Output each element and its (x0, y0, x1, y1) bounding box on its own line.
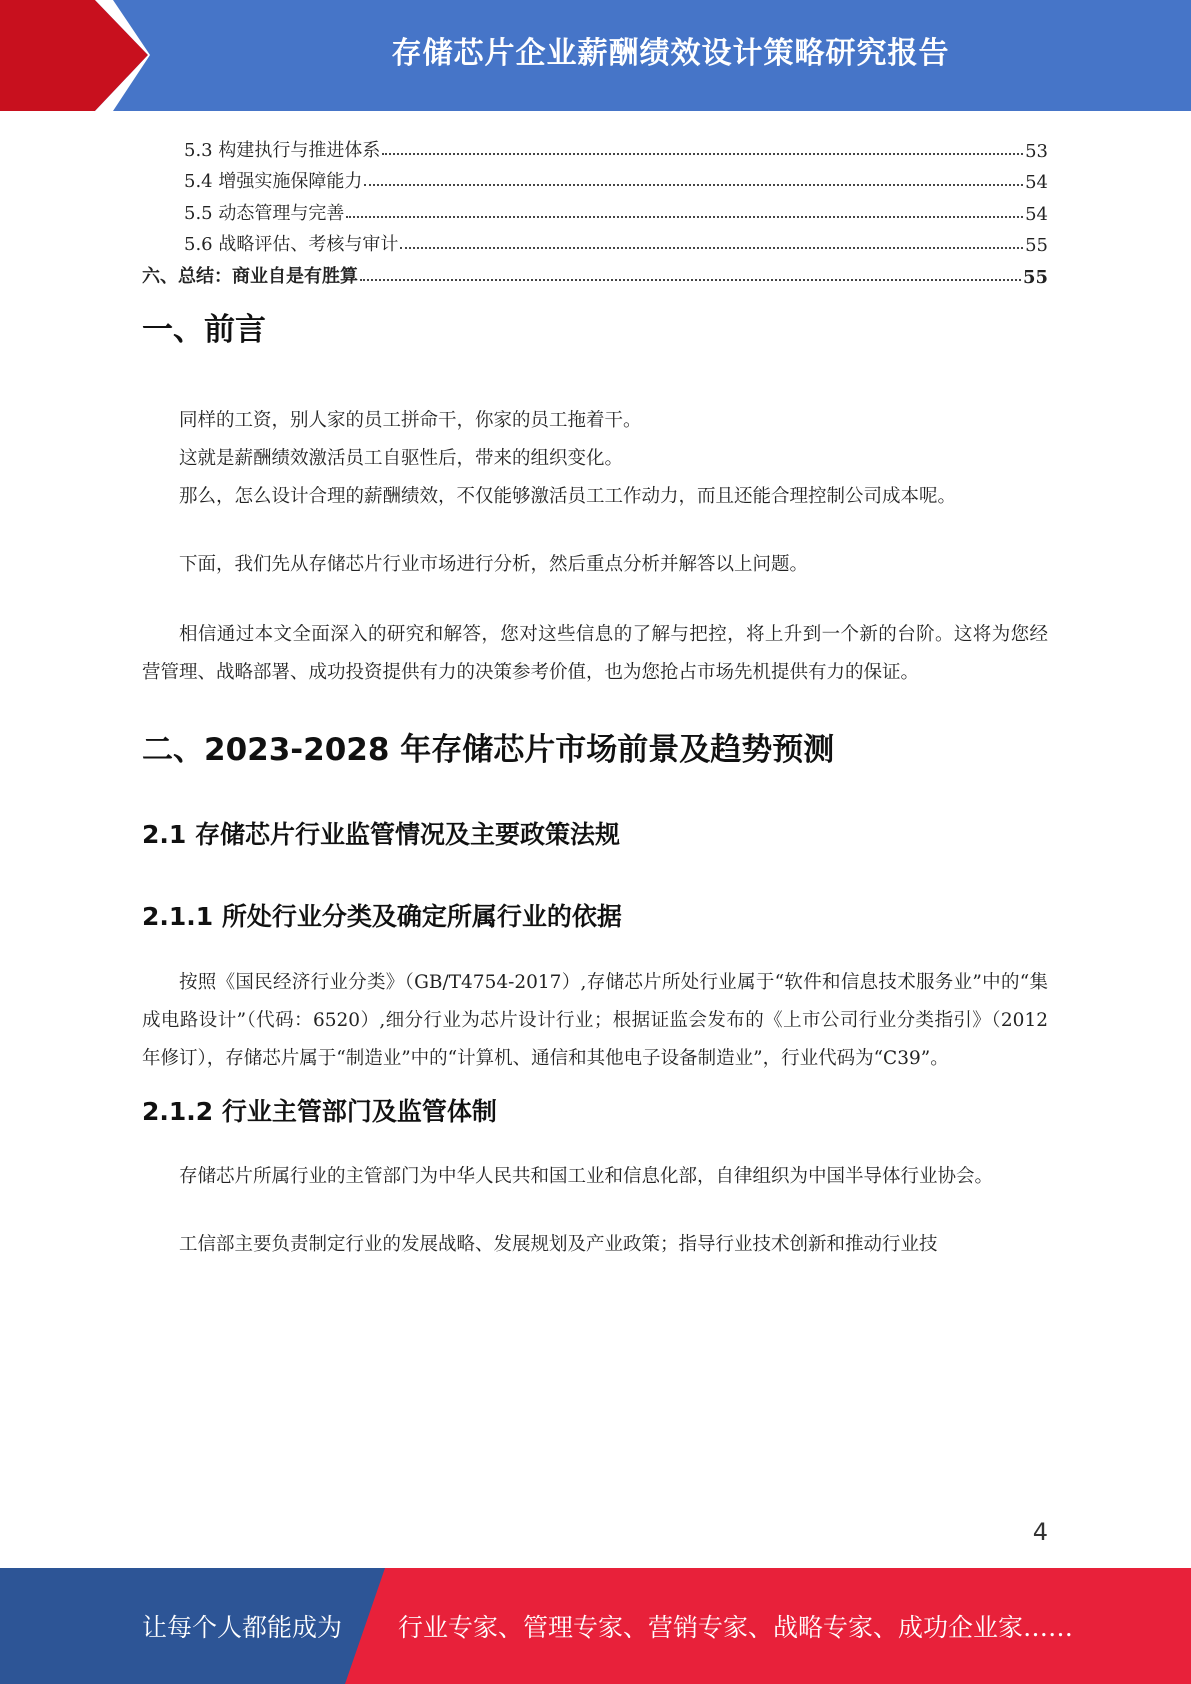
toc-entry[interactable] (142, 162, 1048, 194)
toc-entry-label: 5.4 增强实施保障能力 (184, 171, 363, 192)
page-number: 4 (1032, 1518, 1048, 1546)
subsection-heading-2-1-2: 2.1.2 行业主管部门及监管体制 (142, 1096, 497, 1126)
toc-entry[interactable] (142, 193, 1048, 225)
section-heading-preface: 一、前言 (142, 312, 266, 348)
toc-leader (364, 184, 1023, 186)
toc-entry-page: 53 (1025, 140, 1048, 162)
paragraph: 这就是薪酬绩效激活员工自驱性后，带来的组织变化。 (179, 448, 624, 470)
document-body (142, 310, 1048, 1264)
report-title: 存储芯片企业薪酬绩效设计策略研究报告 (391, 36, 950, 71)
section-heading-ch2: 二、2023-2028 年存储芯片市场前景及趋势预测 (142, 732, 835, 769)
page-footer (0, 1568, 1191, 1684)
toc-entry-label: 5.6 战略评估、考核与审计 (184, 234, 399, 255)
paragraph: 那么，怎么设计合理的薪酬绩效，不仅能够激活员工工作动力，而且还能合理控制公司成本呢。 (179, 486, 957, 508)
toc-entry-page: 54 (1025, 203, 1048, 225)
toc-entry[interactable] (142, 130, 1048, 162)
toc-entry[interactable] (142, 225, 1048, 257)
toc-entry-page: 55 (1022, 266, 1048, 288)
paragraph: 按照《国民经济行业分类》（GB/T4754-2017）,存储芯片所处行业属于“软件和信息技术服务业”中的“集成电路设计”（代码：6520）,细分行业为芯片设计行业；根据证监会发布的《上市公司行业分类指引》（2012 年修订），存储芯片属于“制造业”中的“计算机、通信和其他电子设备制造业”，行业代码为“C39”。 (142, 971, 1048, 1069)
toc-entry-label: 六、总结：商业自是有胜算 (142, 265, 358, 287)
toc-entry-label: 5.3 构建执行与推进体系 (184, 139, 381, 161)
toc-leader (382, 153, 1023, 155)
footer-slogan-left: 让每个人都能成为 (142, 1613, 343, 1642)
toc-leader (346, 216, 1023, 218)
footer-slogan-right: 行业专家、管理专家、营销专家、战略专家、成功企业家…… (398, 1613, 1074, 1642)
toc-entry[interactable] (142, 256, 1048, 288)
subsection-heading-2-1: 2.1 存储芯片行业监管情况及主要政策法规 (142, 819, 620, 849)
toc-entry-page: 55 (1025, 235, 1048, 256)
toc-entry-page: 54 (1025, 172, 1048, 193)
toc-entry-label: 5.5 动态管理与完善 (184, 202, 345, 224)
paragraph: 相信通过本文全面深入的研究和解答，您对这些信息的了解与把控，将上升到一个新的台阶。这将为您经营管理、战略部署、成功投资提供有力的决策参考价值，也为您抢占市场先机提供有力的保证。 (142, 624, 1048, 684)
paragraph: 下面，我们先从存储芯片行业市场进行分析，然后重点分析并解答以上问题。 (179, 554, 809, 576)
paragraph: 同样的工资，别人家的员工拼命干，你家的员工拖着干。 (179, 410, 642, 432)
paragraph: 存储芯片所属行业的主管部门为中华人民共和国工业和信息化部，自律组织为中国半导体行业协会。 (179, 1166, 994, 1188)
page-header (0, 0, 1191, 111)
toc-leader (360, 279, 1021, 281)
table-of-contents (142, 130, 1048, 288)
paragraph: 工信部主要负责制定行业的发展战略、发展规划及产业政策；指导行业技术创新和推动行业技 (179, 1234, 938, 1256)
toc-leader (400, 247, 1023, 249)
subsection-heading-2-1-1: 2.1.1 所处行业分类及确定所属行业的依据 (142, 902, 622, 932)
